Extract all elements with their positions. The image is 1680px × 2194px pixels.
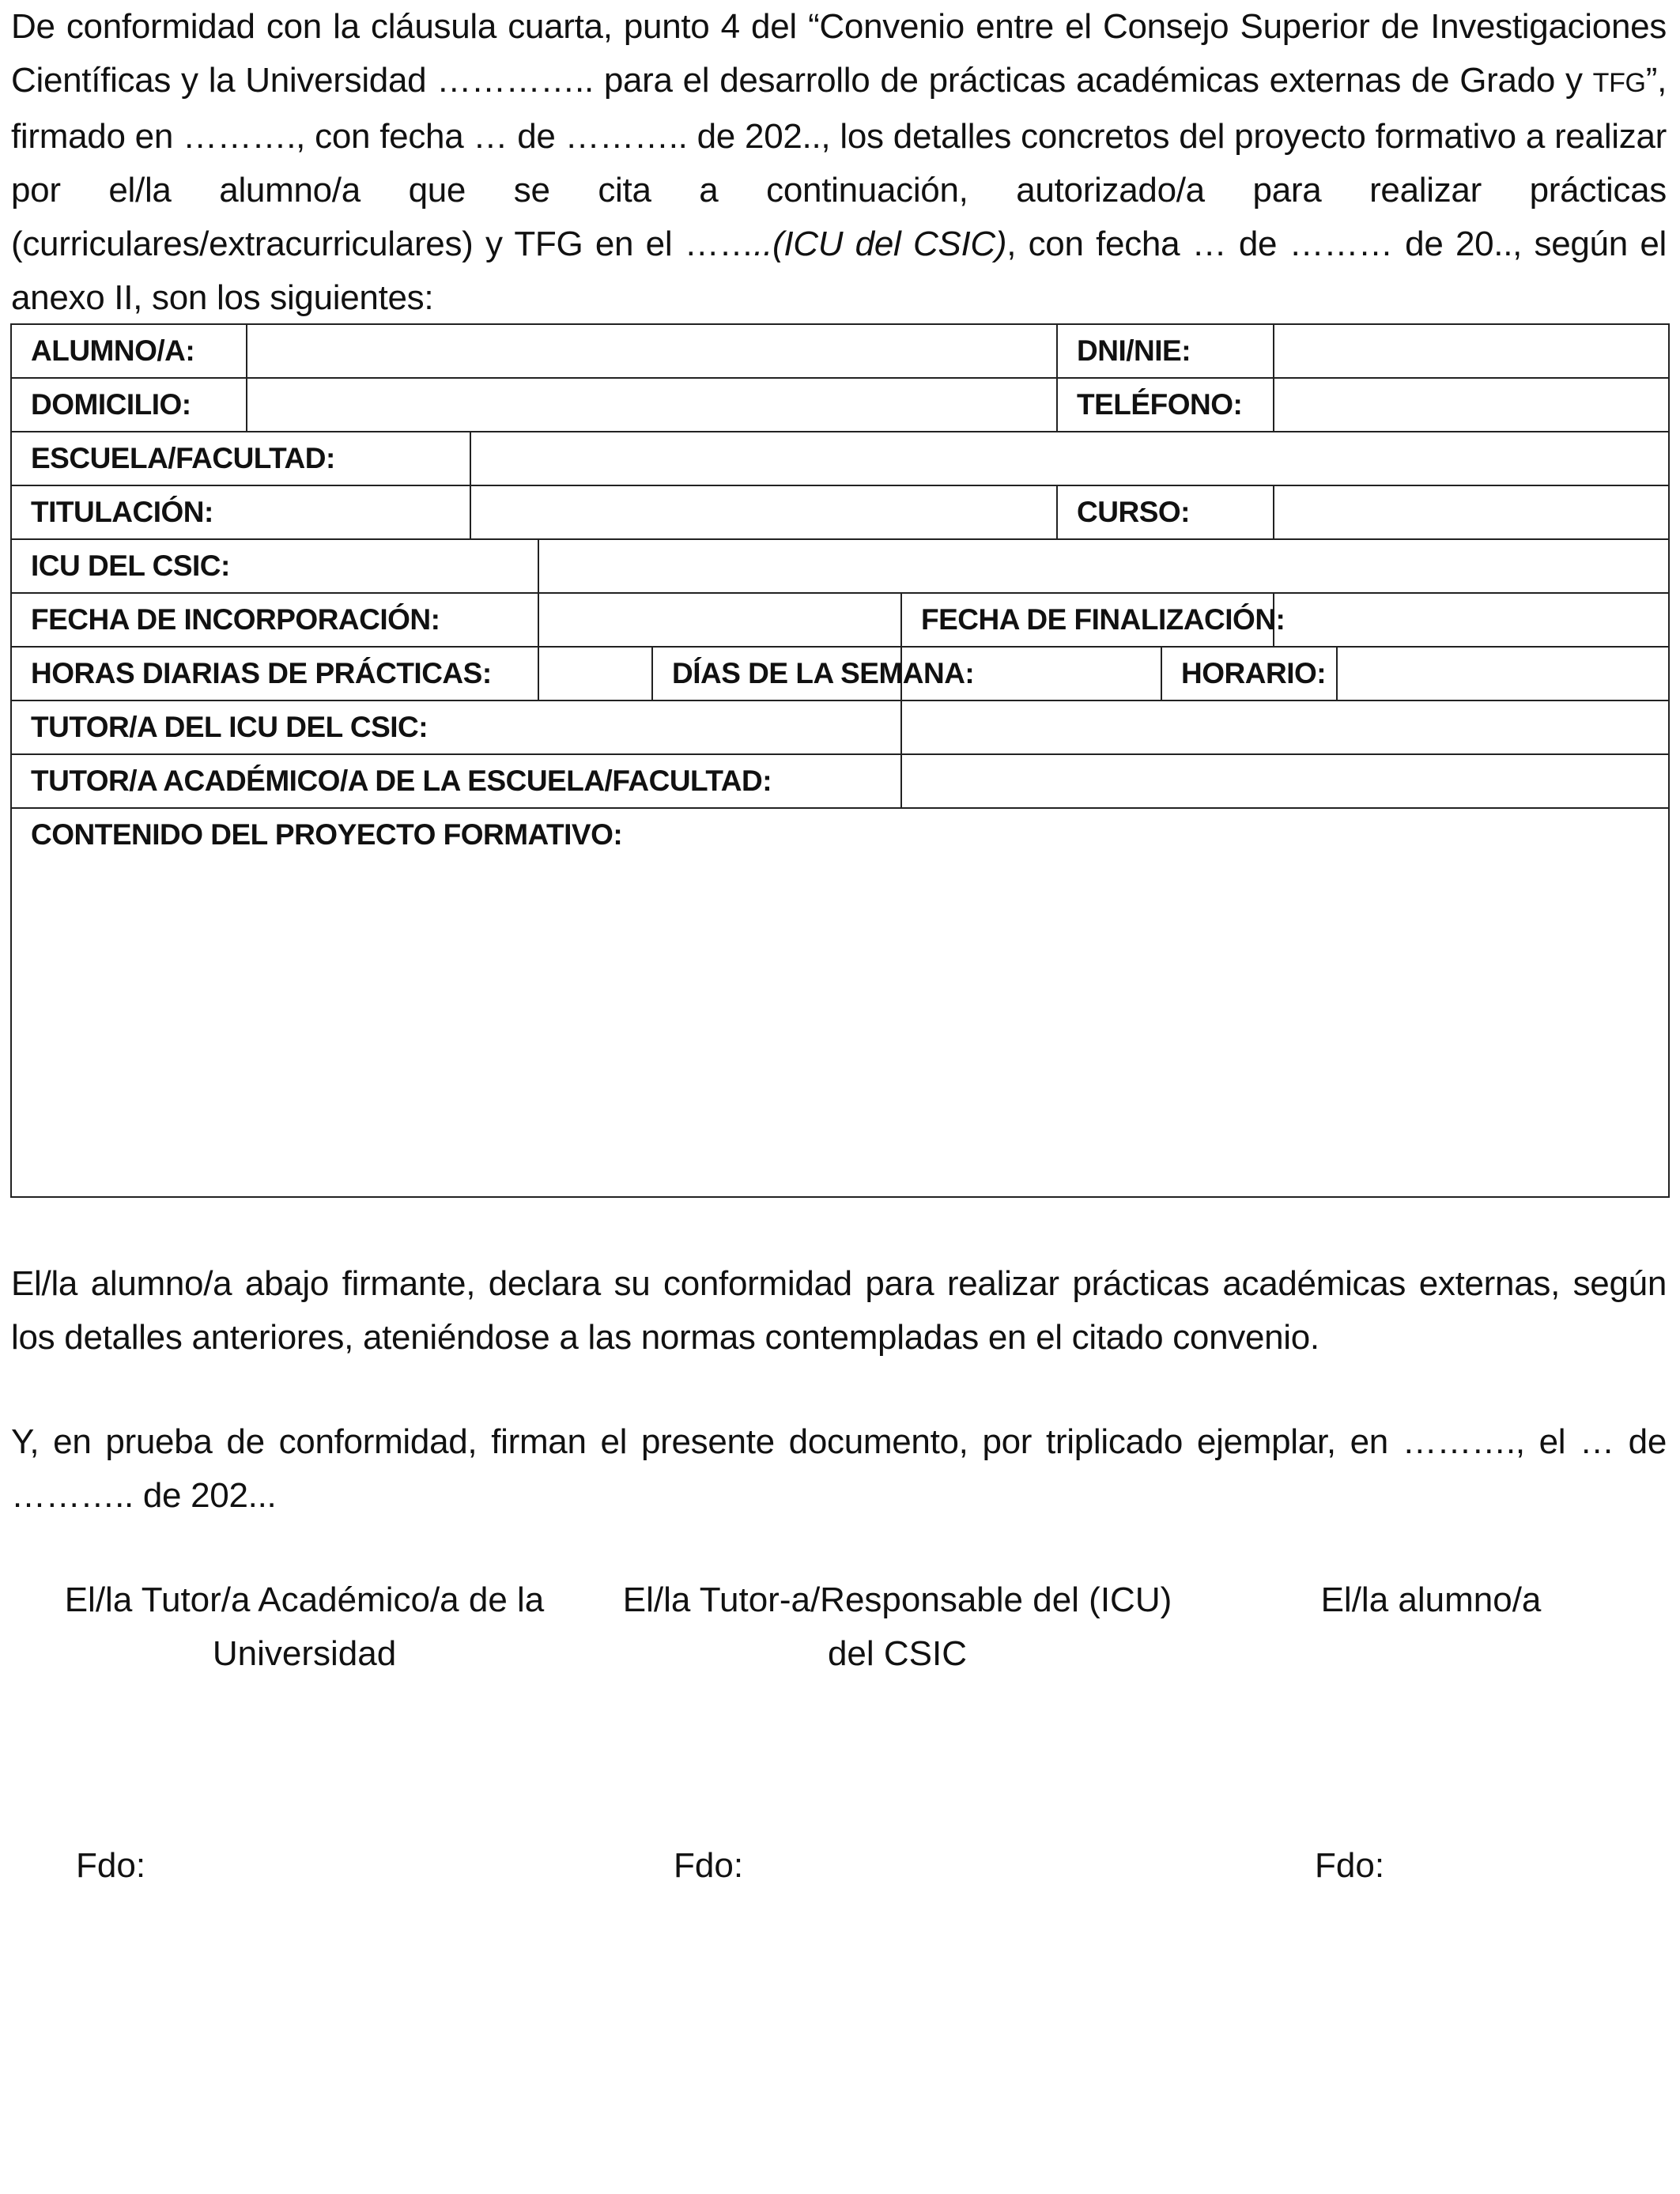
intro-icu-italic: ..(ICU del CSIC) [753,225,1007,263]
field-titulacion[interactable] [470,485,1057,539]
label-horas: HORAS DIARIAS DE PRÁCTICAS: [11,647,538,700]
field-contenido[interactable] [11,808,1669,1197]
signature-tutor-academico [63,1573,546,1681]
label-dni: DNI/NIE: [1057,324,1274,378]
field-horas[interactable] [538,647,652,700]
row-tutor-academico [11,754,1669,808]
field-alumno[interactable] [247,324,1057,378]
row-escuela [11,432,1669,485]
field-telefono[interactable] [1274,378,1669,432]
signature-alumno [1297,1573,1565,1627]
field-icu[interactable] [538,539,1669,593]
row-titulacion [11,485,1669,539]
label-icu: ICU DEL CSIC: [11,539,538,593]
signature-alumno-line1: El/la alumno/a [1320,1580,1542,1619]
field-escuela[interactable] [470,432,1669,485]
field-dni[interactable] [1274,324,1669,378]
field-tutor-academico[interactable] [901,754,1669,808]
prueba-paragraph: Y, en prueba de conformidad, firman el presente documento, por triplicado ejemplar, en ………., el … de ……….. de 202... [11,1422,1667,1515]
intro-text-2: ”, firmado en ………., con fecha … de ……….. de 202.., los detalles concretos del proyecto formativo a realizar por el/la alumno/a que se cita a continuación, autorizado/a para realizar prácticas (curriculares/extracurriculares) y TFG en el …… [11,61,1667,263]
fdo-tutor-academico: Fdo: [76,1846,146,1885]
row-horas [11,647,1669,700]
row-fechas [11,593,1669,647]
field-fecha-incorporacion[interactable] [538,593,901,647]
label-domicilio: DOMICILIO: [11,378,247,432]
intro-paragraph [11,0,1667,325]
label-fecha-finalizacion: FECHA DE FINALIZACIÓN: [901,593,1274,647]
label-tutor-icu: TUTOR/A DEL ICU DEL CSIC: [11,700,901,754]
fdo-alumno: Fdo: [1315,1846,1385,1885]
signature-tutor-csic-line1: El/la Tutor-a/Responsable del (ICU) [622,1580,1172,1619]
signature-tutor-academico-line1: El/la Tutor/a Académico/a de la [64,1580,545,1619]
fdo-tutor-csic: Fdo: [674,1846,744,1885]
row-contenido [11,808,1669,1197]
field-fecha-finalizacion[interactable] [1274,593,1669,647]
row-icu [11,539,1669,593]
label-fecha-incorporacion: FECHA DE INCORPORACIÓN: [11,593,538,647]
field-horario[interactable] [1337,647,1669,700]
row-tutor-icu [11,700,1669,754]
label-horario: HORARIO: [1161,647,1337,700]
label-escuela: ESCUELA/FACULTAD: [11,432,470,485]
signature-tutor-academico-line2: Universidad [212,1634,397,1673]
student-form-table [10,323,1670,1198]
signature-tutor-csic [617,1573,1178,1681]
intro-text-1: De conformidad con la cláusula cuarta, punto 4 del “Convenio entre el Consejo Superior de Investigaciones Científicas y la Universidad ………….. para el desarrollo de prácticas académicas externas de Grado y [11,7,1667,100]
intro-text-3: , con fecha … de ……… de 20.., según el anexo II, son los siguientes: [11,225,1667,317]
field-domicilio[interactable] [247,378,1057,432]
field-curso[interactable] [1274,485,1669,539]
label-tutor-academico: TUTOR/A ACADÉMICO/A DE LA ESCUELA/FACULTAD: [11,754,901,808]
label-alumno: ALUMNO/A: [11,324,247,378]
field-tutor-icu[interactable] [901,700,1669,754]
label-dias: DÍAS DE LA SEMANA: [652,647,901,700]
intro-tfg: TFG [1592,68,1646,98]
declaracion-paragraph: El/la alumno/a abajo firmante, declara su conformidad para realizar prácticas académicas externas, según los detalles anteriores, ateniéndose a las normas contempladas en el citado convenio. [11,1264,1667,1357]
label-titulacion: TITULACIÓN: [11,485,470,539]
label-telefono: TELÉFONO: [1057,378,1274,432]
signature-tutor-csic-line2: del CSIC [827,1634,968,1673]
label-curso: CURSO: [1057,485,1274,539]
label-contenido: CONTENIDO DEL PROYECTO FORMATIVO: [31,818,623,851]
row-alumno [11,324,1669,378]
row-domicilio [11,378,1669,432]
